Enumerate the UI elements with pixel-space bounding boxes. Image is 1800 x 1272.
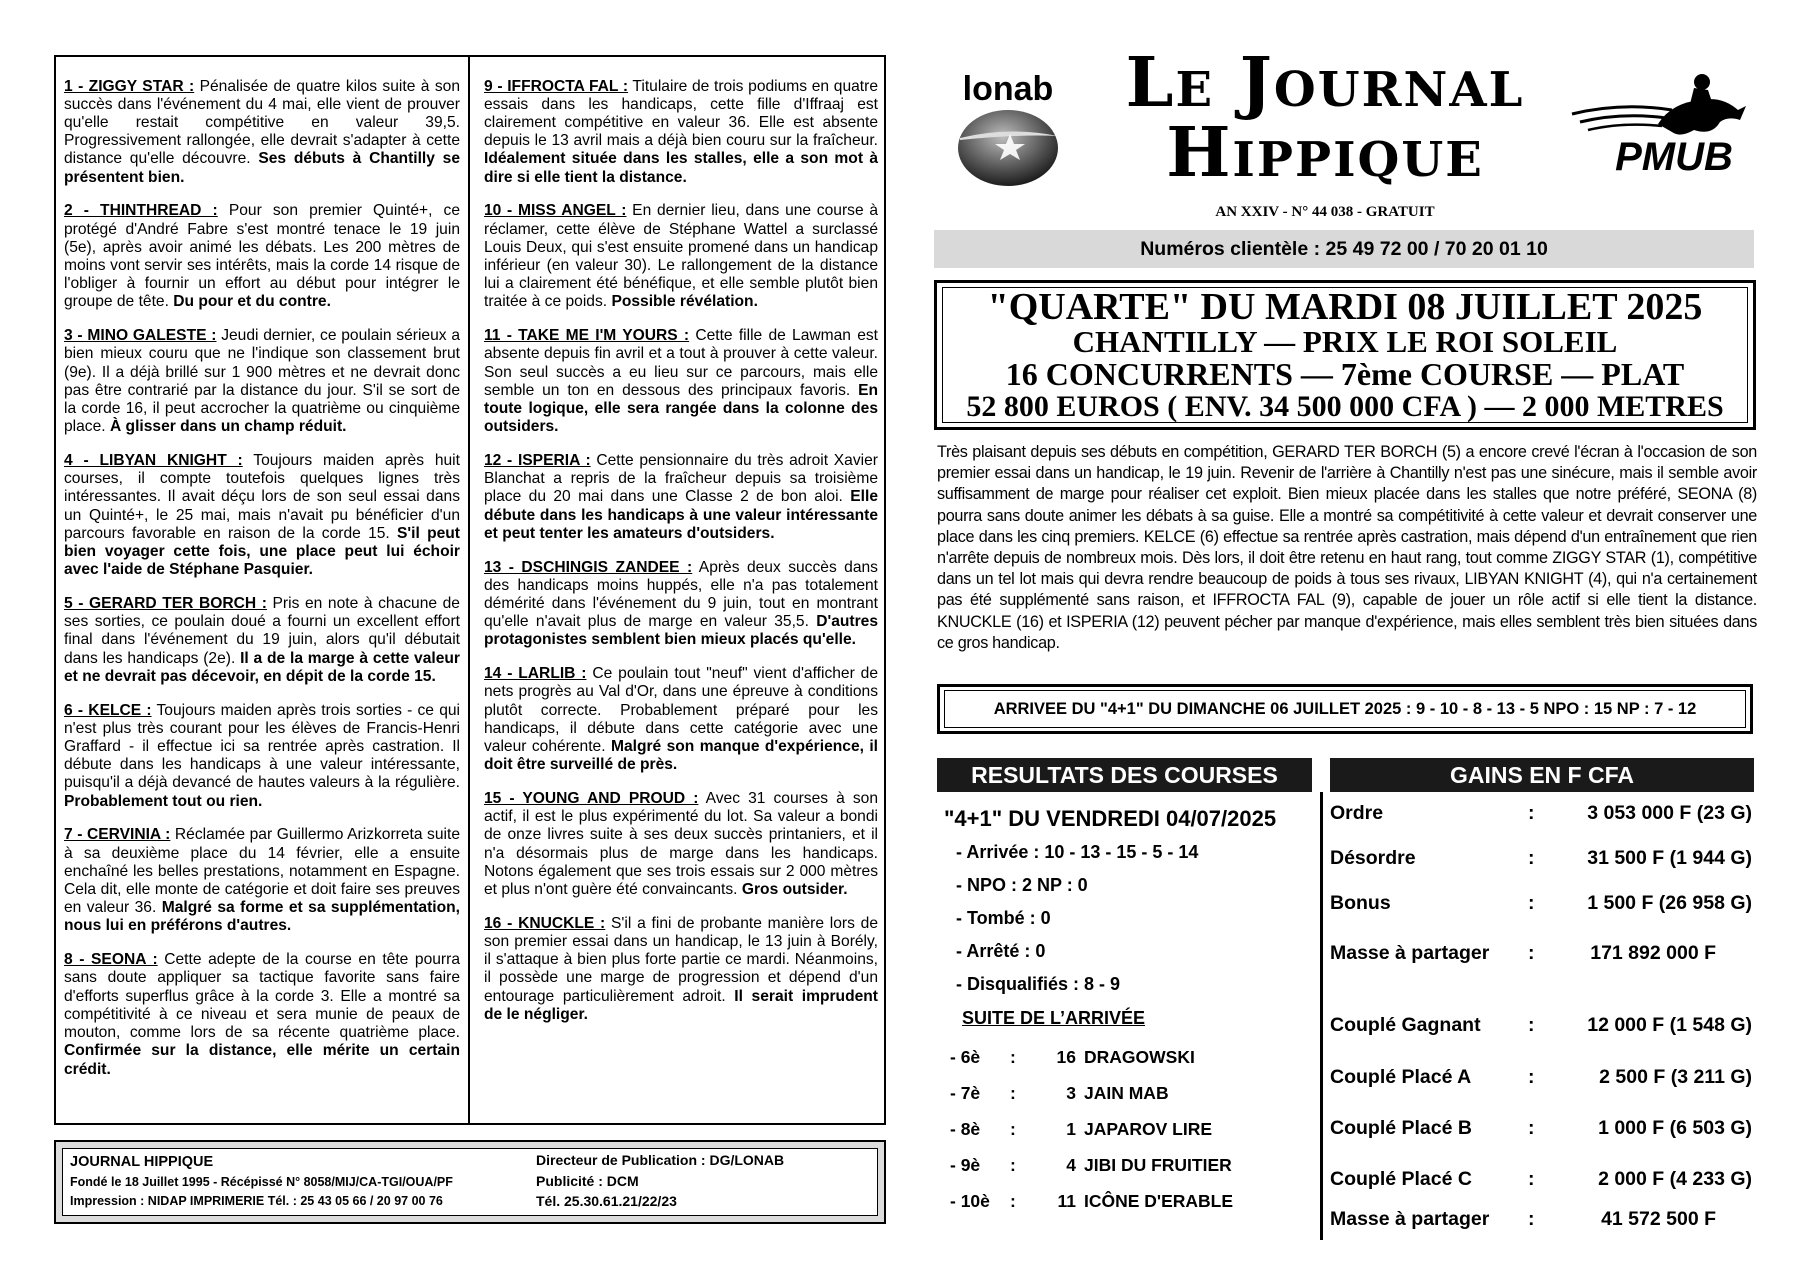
horse-heading: 9 - IFFROCTA FAL : xyxy=(484,77,629,95)
gain-value: 3 053 000 F (23 G) xyxy=(1587,802,1752,824)
client-numbers: Numéros clientèle : 25 49 72 00 / 70 20 01 10 xyxy=(934,230,1754,268)
suite-position: - 9è xyxy=(950,1155,981,1175)
suite-horse-name: JAIN MAB xyxy=(1084,1083,1169,1103)
horse-heading: 11 - TAKE ME I'M YOURS : xyxy=(484,327,690,345)
results-title: "4+1" DU VENDREDI 04/07/2025 xyxy=(944,806,1277,831)
lonab-wordmark: lonab xyxy=(962,70,1054,108)
horse-entry xyxy=(484,202,878,311)
horse-comment: Titulaire de trois podiums en quatre essais dans les handicaps, cette fille d'Iffraaj est clairement compétitive en valeur 36. Elle est absente depuis le 13 avril mais a déjà bien couru sur la fraîcheur. xyxy=(484,77,878,150)
suite-number: 4 xyxy=(1066,1155,1076,1175)
gain-label: Masse à partager xyxy=(1330,942,1490,964)
horse-entry xyxy=(64,327,460,436)
suite-position: - 8è xyxy=(950,1119,981,1139)
gain-row-desordre: Désordre : 31 500 F (1 944 G) xyxy=(1330,847,1752,869)
horse-entry xyxy=(484,665,878,774)
horse-verdict: S'il peut bien voyager cette fois, une place peut lui échoir avec l'aide de Stéphane Pasquier. xyxy=(64,524,460,579)
horse-heading: 10 - MISS ANGEL : xyxy=(484,202,627,220)
gain-row-couple-place-b: Couplé Placé B : 1 000 F (6 503 G) xyxy=(1330,1117,1752,1139)
result-arrivee: - Arrivée : 10 - 13 - 15 - 5 - 14 xyxy=(956,842,1199,862)
gains-divider xyxy=(1320,792,1323,1240)
horse-entry xyxy=(64,826,460,935)
suite-row: - 7è : 3 JAIN MAB xyxy=(950,1083,1169,1103)
horse-verdict: Probablement tout ou rien. xyxy=(64,792,263,810)
horse-entry xyxy=(64,202,460,311)
footer-founded: Fondé le 18 Juillet 1995 - Récépissé N° 8058/MIJ/CA-TGI/OUA/PF xyxy=(70,1175,453,1189)
lonab-logo xyxy=(950,68,1066,188)
gain-value: 2 000 F (4 233 G) xyxy=(1598,1168,1752,1190)
gain-value: 171 892 000 F xyxy=(1590,942,1716,964)
horse-heading: 1 - ZIGGY STAR : xyxy=(64,77,195,95)
horse-heading: 14 - LARLIB : xyxy=(484,665,587,683)
pmub-logo xyxy=(1562,66,1754,186)
arrivee-text: ARRIVEE DU "4+1" DU DIMANCHE 06 JUILLET 2025 : 9 - 10 - 8 - 13 - 5 NPO : 15 NP : 7 - 12 xyxy=(944,690,1746,728)
horse-comment: Avec 31 courses à son actif, il est le plus expérimenté du lot. Sa valeur a bondi de onze livres suite à ses deux succès printaniers, et il n'a désormais plus de marge dans les handicaps. Notons également que ses trois essais sur 2 000 mètres et plus n'ont guère été convaincants. xyxy=(484,790,879,899)
horse-comment: Ce poulain tout "neuf" vient d'afficher de nets progrès au Val d'Or, dans une épreuve à conditions plutôt correcte. Probablement préparé pour les handicaps, il débute dans cette catégorie avec une valeur cohérente. xyxy=(484,665,878,756)
suite-number: 3 xyxy=(1066,1083,1076,1103)
horse-comment: Toujours maiden après trois sorties - ce qui n'est plus très courant pour les élèves de Francis-Henri Graffard - il effectue ici sa rentrée après castration. Il débute dans les handicaps à une valeur intéressante, puisqu'il a déjà devancé de hautes valeurs à la régulière. xyxy=(64,701,460,792)
suite-number: 16 xyxy=(1056,1047,1076,1067)
suite-row: - 9è : 4 JIBI DU FRUITIER xyxy=(950,1155,1232,1175)
race-title-line1: "QUARTE" DU MARDI 08 JUILLET 2025 xyxy=(987,286,1703,328)
horses-column-2 xyxy=(484,62,878,1040)
gain-label: Couplé Placé C xyxy=(1330,1168,1472,1190)
horse-entry xyxy=(484,915,878,1024)
horse-comment: Cette adepte de la course en tête pourra sans doute appliquer sa tactique favorite sans faire d'efforts superflus grâce à la corde 3. Elle a montré sa compétitivité à ce niveau et sera munie de peaux de mouton, comme lors de sa récente quatrième place. xyxy=(64,951,460,1042)
suite-horse-name: JAPAROV LIRE xyxy=(1084,1119,1213,1139)
horse-comment: En dernier lieu, dans une course à réclamer, cette élève de Stéphane Wattel a surclassé Louis Deux, qui s'est ensuite promené dans un handicap inférieur (en valeur 30). Le rallongement de la distance lui a clairement été bénéfique, et elle semble plutôt bien traitée à ce poids. xyxy=(484,202,879,311)
gain-value: 2 500 F (3 211 G) xyxy=(1599,1066,1752,1088)
horse-heading: 13 - DSCHINGIS ZANDEE : xyxy=(484,558,693,576)
horse-comment: Après deux succès dans des handicaps moins huppés, elle n'a pas totalement démérité dans l'événement du 9 juin, tout en montrant qu'elle n'avait plus de marge en valeur 35,5. xyxy=(484,558,878,631)
suite-row: - 6è : 16 DRAGOWSKI xyxy=(950,1047,1195,1067)
column-divider xyxy=(468,55,470,1125)
journal-title xyxy=(1090,43,1560,193)
suite-row: - 8è : 1 JAPAROV LIRE xyxy=(950,1119,1213,1139)
horse-entry xyxy=(64,78,460,187)
horse-entry xyxy=(484,78,878,187)
suite-position: - 7è xyxy=(950,1083,981,1103)
suite-horse-name: ICÔNE D'ERABLE xyxy=(1084,1191,1234,1211)
gain-value: 1 500 F (26 958 G) xyxy=(1587,892,1752,914)
gain-row-couple-gagnant: Couplé Gagnant : 12 000 F (1 548 G) xyxy=(1330,1014,1752,1036)
gain-row-masse-1: Masse à partager : 171 892 000 F xyxy=(1330,942,1716,964)
horse-verdict: Il serait imprudent de le négliger. xyxy=(484,987,878,1023)
gain-value: 41 572 500 F xyxy=(1601,1208,1716,1230)
horse-entry xyxy=(64,595,460,686)
horse-comment: Toujours maiden après huit courses, il compte toutefois quelques lignes très intéressantes. Il avait déçu lors de son seul essai dans un Quinté+, le 25 mai, mais n'avait pu bénéficier d'un parcours favorable en raison de la corde 15. xyxy=(64,452,460,542)
horse-entry xyxy=(484,790,878,899)
horse-heading: 8 - SEONA : xyxy=(64,951,158,969)
suite-horse-name: DRAGOWSKI xyxy=(1084,1047,1195,1067)
journal-title-line2: Hippique xyxy=(1166,113,1484,193)
horse-heading: 5 - GERARD TER BORCH : xyxy=(64,595,267,613)
horse-comment: S'il a fini de probante manière lors de son premier essai dans un handicap, le 13 juin à Borély, il s'attaque à bien plus forte partie ce mardi. Néanmoins, il possède une marge de progression et dépend d'un entourage particulièrement adroit. xyxy=(484,914,878,1005)
gain-label: Ordre xyxy=(1330,802,1384,824)
horse-comment: Cette fille de Lawman est absente depuis fin avril et a tout à prouver à cette valeur. Son seul succès a eu lieu sur ce parcours, mais elle semble un ton en dessous des principaux favoris. xyxy=(484,327,878,399)
race-summary: Très plaisant depuis ses débuts en compétition, GERARD TER BORCH (5) a encore crevé l'écran à l'occasion de son premier essai dans un handicap, le 19 juin. Revenir de l'arrière à Chantilly n'est pas une sinécure, mais il semble avoir suffisamment de marge pour réaliser cet exploit. Bien mieux placée dans les stalles que notre préféré, SEONA (8) pourra sans doute animer les débats à sa guise. Elle a montré sa compétitivité à cette valeur et devrait conserver une place dans les cinq premiers. KELCE (6) effectue sa rentrée après castration, mais dépend d'un entraînement que rien n'arrête depuis de nombreux mois. Dès lors, il doit être retenu en haut rang, tout comme ZIGGY STAR (1), compétitive dans un tel lot mais qui devra rendre beaucoup de poids à tous ses rivaux, LIBYAN KNIGHT (4), qui n'a certainement pas été supplémenté sans raison, et IFFROCTA FAL (9), capable de jouer un rôle actif si elle tient la distance. KNUCKLE (16) et ISPERIA (12) peuvent pécher par manque d'expérience, mais elles semblent très bien situées dans ce gros handicap. xyxy=(937,443,1757,652)
horse-entry xyxy=(64,702,460,811)
horse-verdict: Malgré son manque d'expérience, il doit être surveillé de près. xyxy=(484,738,878,774)
suite-number: 11 xyxy=(1057,1191,1076,1211)
gain-value: 1 000 F (6 503 G) xyxy=(1598,1117,1752,1139)
suite-position: - 6è xyxy=(950,1047,981,1067)
gain-label: Désordre xyxy=(1330,847,1416,869)
horse-entry xyxy=(64,452,460,579)
horse-verdict: D'autres protagonistes semblent bien mieux placés qu'elle. xyxy=(484,613,878,649)
gain-label: Masse à partager xyxy=(1330,1208,1490,1230)
horse-entry xyxy=(484,452,878,543)
result-npo: - NPO : 2 NP : 0 xyxy=(956,875,1088,895)
horse-comment: Réclamée par Guillermo Arizkorreta suite à sa deuxième place du 14 février, elle a ensuite enchaîné les belles prestations, notamment en Espagne. Cela dit, elle monte de catégorie et doit faire ses preuves en valeur 36. xyxy=(64,826,460,917)
suite-position: - 10è xyxy=(950,1191,990,1211)
horse-verdict: En toute logique, elle sera rangée dans la colonne des outsiders. xyxy=(484,381,878,436)
horse-verdict: Possible révélation. xyxy=(611,293,758,311)
race-title-line2: CHANTILLY — PRIX LE ROI SOLEIL xyxy=(1072,324,1618,359)
gain-row-masse-2: Masse à partager : 41 572 500 F xyxy=(1330,1208,1716,1230)
suite-number: 1 xyxy=(1066,1119,1076,1139)
gain-label: Couplé Placé B xyxy=(1330,1117,1472,1139)
footer-printing: Impression : NIDAP IMPRIMERIE Tél. : 25 43 05 66 / 20 97 00 76 xyxy=(70,1194,443,1208)
horse-heading: 3 - MINO GALESTE : xyxy=(64,327,217,345)
horse-comment: Pour son premier Quinté+, ce protégé d'André Fabre s'est montré tenace le 19 juin (5e), après avoir animé les débats. Les 200 mètres de moins vont servir ses intérêts, mais la corde 14 risque de l'obliger à fournir un effort au début pour intégrer le groupe de tête. xyxy=(64,202,460,311)
race-title-line4: 52 800 EUROS ( ENV. 34 500 000 CFA ) — 2 000 METRES xyxy=(966,390,1724,423)
gain-row-ordre: Ordre : 3 053 000 F (23 G) xyxy=(1330,802,1752,824)
horse-heading: 16 - KNUCKLE : xyxy=(484,914,606,932)
footer-publicite: Publicité : DCM xyxy=(536,1173,639,1189)
horse-entry xyxy=(484,559,878,650)
horse-comment: Pénalisée de quatre kilos suite à son succès dans l'événement du 4 mai, elle vient de prouver qu'elle restait compétitive en valeur 39,5. Progressivement rallongée, elle devrait s'adapter à cette distance qu'elle découvre. xyxy=(64,77,460,168)
gain-label: Couplé Gagnant xyxy=(1330,1014,1481,1036)
race-title-line3: 16 CONCURRENTS — 7ème COURSE — PLAT xyxy=(1005,356,1685,392)
footer-journal-name: JOURNAL HIPPIQUE xyxy=(70,1154,214,1170)
suite-horse-name: JIBI DU FRUITIER xyxy=(1084,1155,1232,1175)
gain-label: Bonus xyxy=(1330,892,1391,914)
gain-value: 31 500 F (1 944 G) xyxy=(1587,847,1752,869)
gains-header: GAINS EN F CFA xyxy=(1330,758,1754,792)
horse-heading: 12 - ISPERIA : xyxy=(484,452,591,470)
result-tombe: - Tombé : 0 xyxy=(956,908,1051,928)
horse-comment: Cette pensionnaire du très adroit Xavier Blanchat a repris de la fraîcheur depuis sa troisième place du 20 mai dans une Classe 2 de bon aloi. xyxy=(484,452,878,506)
horse-heading: 4 - LIBYAN KNIGHT : xyxy=(64,452,243,470)
footer-tel: Tél. 25.30.61.21/22/23 xyxy=(536,1193,677,1209)
gain-label: Couplé Placé A xyxy=(1330,1066,1472,1088)
horse-verdict: Elle débute dans les handicaps à une valeur intéressante et peut tenter les amateurs d'outsiders. xyxy=(484,488,878,542)
result-arrete: - Arrêté : 0 xyxy=(956,941,1046,961)
horse-heading: 7 - CERVINIA : xyxy=(64,826,171,844)
horse-comment: Jeudi dernier, ce poulain sérieux a bien mieux couru que ne l'indique son classement brut (9e). Il a déjà brillé sur 1 900 mètres et ne devrait donc pas être contrarié par la distance du jour. S'il se sort de la corde 16, il peut accrocher la quatrième ou cinquième place. xyxy=(64,327,460,436)
gain-row-couple-place-a: Couplé Placé A : 2 500 F (3 211 G) xyxy=(1330,1066,1752,1088)
journal-title-line1: Le Journal xyxy=(1125,43,1525,123)
horse-verdict: Gros outsider. xyxy=(741,881,848,899)
gain-row-bonus: Bonus : 1 500 F (26 958 G) xyxy=(1330,892,1752,914)
pmub-wordmark: PMUB xyxy=(1615,135,1733,179)
horse-verdict: Malgré sa forme et sa supplémentation, nous lui en préférons d'autres. xyxy=(64,899,460,935)
footer-director: Directeur de Publication : DG/LONAB xyxy=(536,1152,785,1168)
suite-row: - 10è : 11 ICÔNE D'ERABLE xyxy=(950,1191,1234,1211)
horse-verdict: Il a de la marge à cette valeur et ne devrait pas décevoir, en dépit de la corde 15. xyxy=(64,649,460,685)
horse-verdict: Ses débuts à Chantilly se présentent bien. xyxy=(64,150,461,186)
horse-heading: 15 - YOUNG AND PROUD : xyxy=(484,790,699,808)
horse-verdict: À glisser dans un champ réduit. xyxy=(109,418,347,436)
gain-row-couple-place-c: Couplé Placé C : 2 000 F (4 233 G) xyxy=(1330,1168,1752,1190)
race-title xyxy=(942,288,1748,423)
horse-heading: 6 - KELCE : xyxy=(64,701,152,719)
horse-verdict: Du pour et du contre. xyxy=(173,293,331,311)
results-header: RESULTATS DES COURSES xyxy=(937,758,1312,792)
suite-title: SUITE DE L’ARRIVÉE xyxy=(962,1008,1146,1028)
horse-verdict: Confirmée sur la distance, elle mérite un certain crédit. xyxy=(64,1042,460,1078)
gain-value: 12 000 F (1 548 G) xyxy=(1587,1014,1752,1036)
horse-heading: 2 - THINTHREAD : xyxy=(64,202,218,220)
horses-column-1 xyxy=(64,62,460,1094)
horse-entry xyxy=(64,951,460,1078)
result-disqualifies: - Disqualifiés : 8 - 9 xyxy=(956,974,1121,994)
horse-entry xyxy=(484,327,878,436)
edition-info: AN XXIV - N° 44 038 - GRATUIT xyxy=(1215,204,1435,220)
horse-verdict: Idéalement située dans les stalles, elle a son mot à dire si elle tient la distance. xyxy=(484,150,878,186)
horse-comment: Pris en note à chacune de ses sorties, ce poulain doué a fourni un excellent effort final dans l'événement du 19 juin, alors qu'il débutait dans les handicaps (2e). xyxy=(64,595,460,667)
